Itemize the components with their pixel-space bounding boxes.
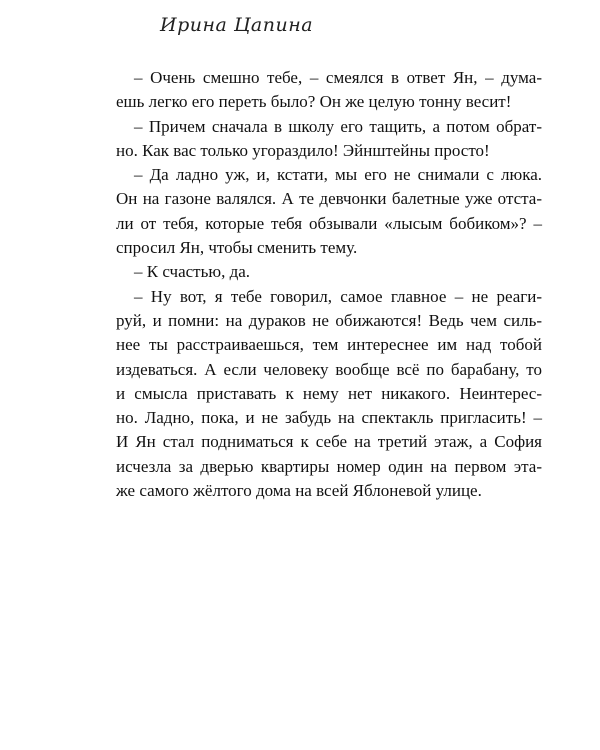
- text-line: спросил Ян, чтобы сменить тему.: [116, 238, 358, 258]
- text-line: исчезла за дверью квартиры номер один на первом эта-: [116, 456, 542, 476]
- text-line: же самого жёлтого дома на всей Яблоневой улице.: [116, 481, 482, 501]
- text-line: Он на газоне валялся. А те девчонки балетные уже отста-: [116, 189, 542, 209]
- text-line: – Ну вот, я тебе говорил, самое главное – не реаги-: [134, 286, 542, 306]
- text-line: издеваться. А если человеку вообще всё по барабану, то: [116, 359, 542, 379]
- text-line: И Ян стал подниматься к себе на третий этаж, а София: [116, 432, 542, 452]
- text-line: – Причем сначала в школу его тащить, а потом обрат-: [134, 116, 542, 136]
- text-line: ли от тебя, которые тебя обзывали «лысым бобиком»? –: [116, 213, 542, 233]
- text-line: но. Как вас только угораздило! Эйнштейны просто!: [116, 140, 490, 160]
- text-line: ешь легко его переть было? Он же целую тонну весит!: [116, 92, 512, 112]
- text-line: руй, и помни: на дураков не обижаются! Ведь чем силь-: [116, 310, 542, 330]
- text-line: нее ты расстраиваешься, тем интереснее им над тобой: [116, 335, 542, 355]
- running-header: Ирина Цапина: [160, 14, 314, 36]
- text-line: но. Ладно, пока, и не забудь на спектакль пригласить! –: [116, 408, 542, 428]
- text-line: и смысла приставать к нему нет никакого. Неинтерес-: [116, 383, 542, 403]
- body-text: [116, 66, 542, 503]
- text-line: – К счастью, да.: [134, 262, 251, 282]
- text-line: – Да ладно уж, и, кстати, мы его не снимали с люка.: [134, 165, 542, 185]
- text-line: – Очень смешно тебе, – смеялся в ответ Ян, – дума-: [134, 68, 542, 87]
